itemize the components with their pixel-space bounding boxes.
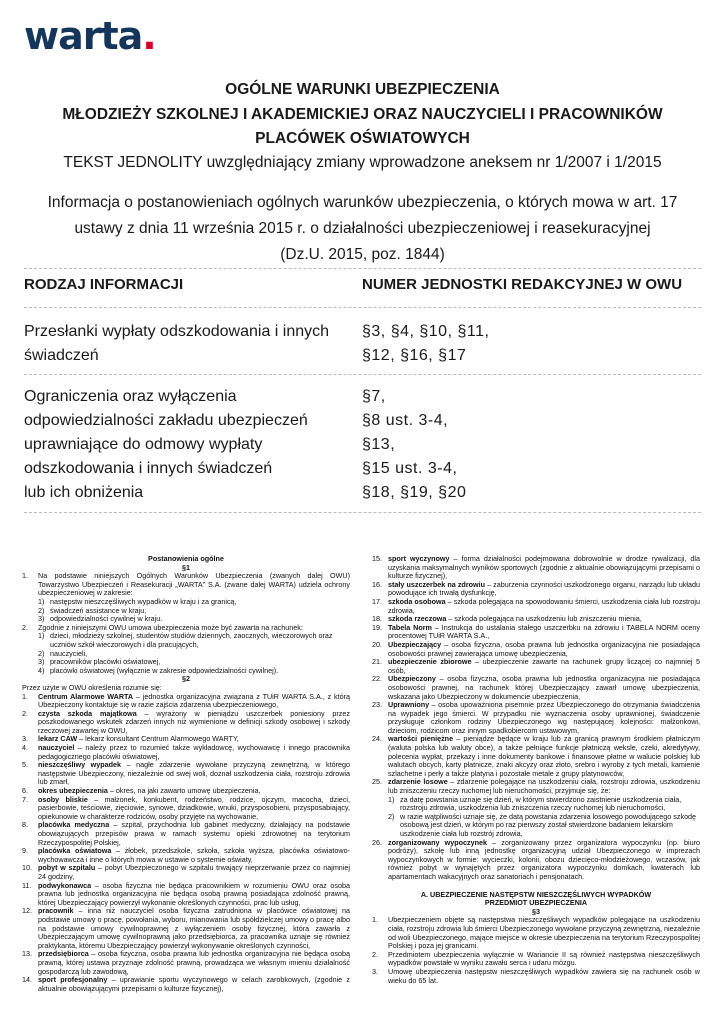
definition-item: 13. przedsiębiorca – osoba fizyczna, osoba prawna lub jednostka organizacyjna nie będąca osobą prawną, której ustawa przyznaje zdolność prawną, prowadząca we własnym imieniu działalność gospodarczą lub zawodową, [22,949,350,976]
document-title-line-3: PLACÓWEK OŚWIATOWYCH [255,130,470,147]
table-row-left: Ograniczenia oraz wyłączenia odpowiedzialności zakładu ubezpieczeń uprawniające do odmowy wypłaty odszkodowania i innych świadczeń lub ich obniżenia [24,388,308,501]
divider [24,512,701,513]
column-header-info-type: RODZAJ INFORMACJI [24,276,184,293]
list-item: 26. zorganizowany wypoczynek – zorganizowany przez organizatora wypoczynku (np. biuro podróży), szkołę lub inną jednostkę organizacyjną udział Ubezpieczonego w imprezach wypoczynkowych w formie: wycieczki, kolonii, obozu dziecięco-młodzieżowego, wczasów, jak również pobyt w wynajętych przez organizatora wypoczynku domkach, kwaterach lub apartamentach wakacyjnych oraz sanatoriach i pensjonatach. [372,837,701,881]
divider [24,307,701,308]
definition-item: 5. nieszczęśliwy wypadek – nagłe zdarzenie wywołane przyczyną zewnętrzną, w którego następstwie Ubezpieczony, niezależnie od swej woli, doznał uszkodzenia ciała, rozstroju zdrowia lub zmarł, [22,760,350,787]
section-heading: Postanowienia ogólne [148,554,224,563]
list-item: 4) placówki oświatowej (wyłącznie w zakresie odpowiedzialności cywilnej). [38,665,279,675]
definition-item: 4. nauczyciel – należy przez to rozumieć także wykładowcę, wychowawcę i innego pracownika pedagogicznego placówki oświatowej, [22,743,350,761]
list-item: 1) następstw nieszczęśliwych wypadków w kraju i za granicą, [38,596,237,606]
divider [24,374,701,375]
info-statement: Informacja o postanowieniach ogólnych warunków ubezpieczenia, o których mowa w art. 17 ustawy z dnia 11 września 2015 r. o działalności ubezpieczeniowej i reasekuracyjnej (Dz.U. 2015, poz. 1844) [47,194,678,263]
definition-item: 6. okres ubezpieczenia – okres, na jaki zawarto umowę ubezpieczenia, [22,786,261,796]
table-row-right: §7, §8 ust. 3-4, §13, §15 ust. 3-4, §18, §19, §20 [362,388,467,501]
divider [24,268,701,269]
list-item: 1) dzieci, młodzieży szkolnej, studentów studiów dziennych, zaocznych, wieczorowych oraz uczniów szkół wieczorowych i dla pracujących, [38,631,333,649]
definition-item: 14. sport profesjonalny – uprawianie sportu wyczynowego w celach zarobkowych, (zgodnie z aktualnie obowiązującymi przepisami o kulturze fizycznej), [22,975,351,993]
definition-item: 2. czysta szkoda majątkowa – wyrażony w pieniądzu uszczerbek poniesiony przez poszkodowanego wskutek zdarzeń innych niż wymienione w definicji szkody osobowej i szkody rzeczowej zawartej w OWU, [22,708,350,735]
section-subheading: PRZEDMIOT UBEZPIECZENIA [484,898,588,908]
list-item: 1) za datę powstania uznaje się dzień, w którym stwierdzono zaistnienie uszkodzenia ciała, rozstroju zdrowia, uszkodzenia lub zniszczenia rzeczy ruchomej lub nieruchomości, [388,794,682,813]
document-title-line-2: MŁODZIEŻY SZKOLNEJ I AKADEMICKIEJ ORAZ NAUCZYCIELI I PRACOWNIKÓW [62,106,663,123]
column-header-unit-number: NUMER JEDNOSTKI REDAKCYJNEJ W OWU [362,276,683,293]
definitions-list [372,555,700,796]
definition-item: 24. wartości pieniężne – pieniądze będące w kraju lub za granicą prawnym środkiem płatniczym (waluta polska lub waluty obce), a także pełniące funkcje płatniczą weksle, czeki, akredytywy, polecenia wypłat, przekazy i inne dokumenty bankowe i finansowe płatne w walucie polskiej lub walutach obcych, karty płatnicze, znaki akcyzy oraz złoto, srebro i wyroby z tych metali, kamienie szlachetne i perły a także platyna i pozostałe metale z grupy platynowców, [372,734,700,778]
definitions-intro: Przez użyte w OWU określenia rozumie się: [22,682,162,692]
definition-item: 1. Centrum Alarmowe WARTA – jednostka organizacyjna związana z TUiR WARTA S.A., z którą Ubezpieczony kontaktuje się w razie zajścia zdarzenia ubezpieczeniowego, [22,691,350,710]
definition-item: 20. Ubezpieczający – osoba fizyczna, osoba prawna lub jednostka organizacyjna nie posiadająca osobowości prawnej zawierająca umowę ubezpieczenia, [372,639,700,658]
list-item: 1. Na podstawie niniejszych Ogólnych Warunków Ubezpieczenia (zwanych dalej OWU) Towarzystwo Ubezpieczeń i Reasekuracji „WARTA” S.A. (zwane dalej WARTA) udziela ochrony ubezpieczeniowej w zakresie: [22,571,350,598]
definition-item: 18. szkoda rzeczowa – szkoda polegająca na uszkodzeniu lub zniszczeniu mienia, [372,614,642,624]
right-column [372,555,700,985]
table-row-left: Przesłanki wypłaty odszkodowania i innych świadczeń [24,323,330,364]
definition-item: 16. stały uszczerbek na zdrowiu – zaburzenia czynności uszkodzonego organu, narządu lub układu powodujące ich trwałą dysfunkcję, [372,579,700,598]
document-title: OGÓLNE WARUNKI UBEZPIECZENIA [225,81,500,98]
list-item: 2. Przedmiotem ubezpieczenia wyłącznie w Wariancie II są również następstwa nieszczęśliwych wypadków powstałe w wyniku zawału serca i udaru mózgu. [372,949,700,968]
list-item: 2) nauczycieli, [38,648,88,658]
definition-item: 17. szkoda osobowa – szkoda polegająca na spowodowaniu śmierci, uszkodzenia ciała lub rozstroju zdrowia, [372,596,701,615]
definition-item: 23. Uprawniony – osoba upoważniona pisemnie przez Ubezpieczonego do otrzymania świadczenia na wypadek jego śmierci. W przypadku nie wyznaczenia osoby uprawnionej, świadczenie przysługuje członkom rodziny Ubezpieczonego wg następującej kolejności: małżonkowi, dzieciom, rodzicom oraz innym spadkobiercom ustawowym, [372,700,700,735]
definition-item: 12. pracownik – inna niż nauczyciel osoba fizyczna zatrudniona w placówce oświatowej na podstawie umowy o pracę, powołania, wyboru, mianowania lub spółdzielczej umowy o pracę albo na podstawie umowy cywilnoprawnej z wyłączeniem osoby fizycznej, która zawarła z Ubezpieczającym umowę cywilnoprawną jako przedsiębiorca, za pracownika uznaje się również praktykanta, któremu Ubezpieczający powierzył wykonywanie określonych czynności, [22,906,350,950]
table-row-right: §3, §4, §10, §11, §12, §16, §17 [362,323,490,364]
list-item: 2. Zgodnie z niniejszymi OWU umowa ubezpieczenia może być zawarta na rachunek: [22,622,303,632]
definition-item: 19. Tabela Norm – Instrukcja do ustalania stałego uszczerbku na zdrowiu i TABELA NORM oceny procentowej TUiR WARTA S.A., [372,622,700,641]
definition-item: 3. lekarz CAW – lekarz konsultant Centrum Alarmowego WARTY, [22,734,239,744]
document-subtitle: TEKST JEDNOLITY uwzględniający zmiany wprowadzone aneksem nr 1/2007 i 1/2015 [63,154,662,171]
definition-item: 10. pobyt w szpitalu – pobyt Ubezpieczonego w szpitalu trwający nieprzerwanie przez co najmniej 24 godziny, [22,863,350,881]
list-item: 3) odpowiedzialności cywilnej w kraju. [38,614,163,624]
left-column [22,555,350,993]
paragraph-number: §2 [182,674,190,684]
definition-item: 15. sport wyczynowy – forma działalności podejmowana dobrowolnie w drodze rywalizacji, dla uzyskania maksymalnych wyników sportowych (zgodnie z aktualnie obowiązującymi przepisami o kulturze fizycznej), [372,554,701,581]
list-item: 2) w razie wątpliwości uznaje się, że datą powstania zdarzenia losowego powodującego szkodę osobową jest dzień, w którym po raz pierwszy został stwierdzone badaniem lekarskim uszkodzenie ciała lub rozstrój zdrowia, [388,811,697,838]
definitions-list [22,693,350,994]
warta-logo: warta. [24,14,156,58]
definition-item: 22. Ubezpieczony – osoba fizyczna, osoba prawna lub jednostka organizacyjna nie posiadająca osobowości prawnej, na rachunek której Ubezpieczający zawarł umowę ubezpieczenia, wskazana jako Ubezpieczony w dokumencie ubezpieczenia, [372,674,700,701]
paragraph-number: §3 [532,906,540,916]
definition-item: 21. ubezpieczenie zbiorowe – ubezpieczenie zawarte na rachunek grupy liczącej co najmniej 5 osób, [372,657,701,675]
list-item: 3. Umowę ubezpieczenia następstw nieszczęśliwych wypadków zawiera się na rachunek osób w wieku do 65 lat. [372,966,700,985]
definition-item: 8. placówka medyczna – szpital, przychodnia lub gabinet medyczny, działający na podstawie obowiązujących przepisów prawa w ramach systemu opieki zdrowotnej na terytorium Rzeczypospolitej Polskiej, [22,820,350,847]
list-item: 1. Ubezpieczeniem objęte są następstwa nieszczęśliwych wypadków polegające na uszkodzeniu ciała, rozstroju zdrowia lub śmierci Ubezpieczonego wywołane przyczyną zewnętrzną, niezależnie od woli Ubezpieczonego, mające miejsce w okresie ubezpieczenia na terytorium Rzeczypospolitej Polskiej i poza jej granicami. [372,915,700,951]
paragraph-number: §1 [182,562,190,572]
definition-item: 11. podwykonawca – osoba fizyczna nie będąca pracownikiem w rozumieniu OWU oraz osoba prawna lub jednostka organizacyjna nie będąca osobą prawną posiadająca zdolność prawną, której Ubezpieczający powierzył wykonanie określonych czynności, prac lub usług, [22,880,350,907]
definition-item: 7. osoby bliskie – małżonek, konkubent, rodzeństwo, rodzice, ojczym, macocha, dzieci, pasierbowie, teściowie, zięciowie, synowe, dziadkowie, wnuki, przysposobieni, przysposabiający, opiekunowie w charakterze rodziców, osoby przyjęte na wychowanie, [22,794,350,821]
section-heading: A. UBEZPIECZENIE NASTĘPSTW NIESZCZĘŚLIWYCH WYPADKÓW [420,889,652,899]
list-item: 2) świadczeń assistance w kraju, [38,605,147,615]
definition-item: 25. zdarzenie losowe – zdarzenie polegające na uszkodzeniu ciała, rozstroju zdrowia, uszkodzeniu lub zniszczeniu rzeczy ruchomej lub nieruchomości, przyjmuje się, że: [372,777,700,796]
definition-item: 9. placówka oświatowa – żłobek, przedszkole, szkoła, szkoła wyższa, placówka oświatowo-wychowawcza i inne o których mowa w ustawie o systemie oświaty, [22,846,350,864]
list-item: 3) pracowników placówki oświatowej, [38,657,161,667]
